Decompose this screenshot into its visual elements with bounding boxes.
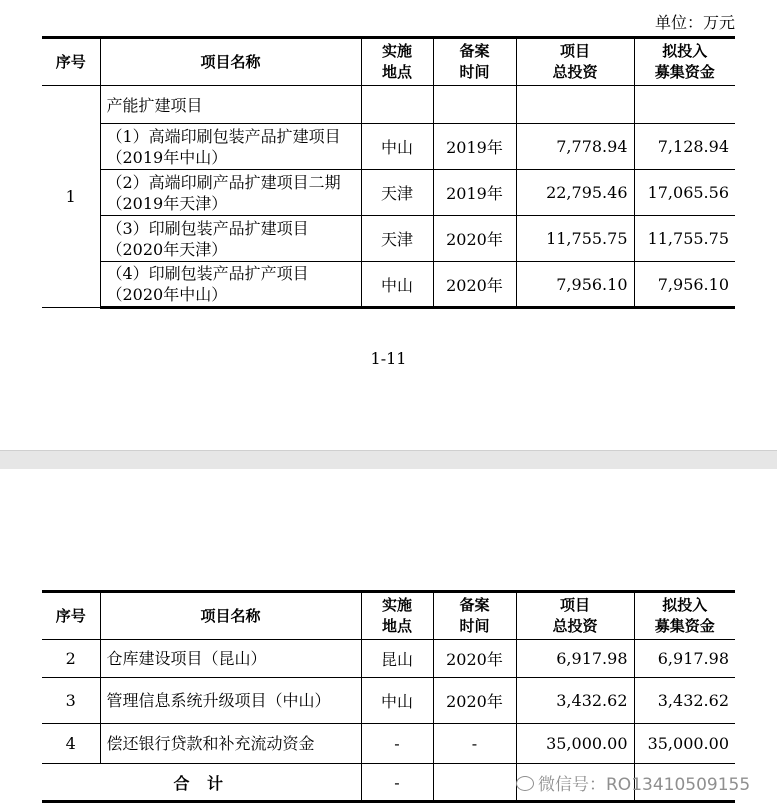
header-total-investment: 项目 总投资 xyxy=(516,38,634,86)
funds-cell: 7,956.10 xyxy=(634,262,735,308)
table-row xyxy=(42,724,735,764)
funds-cell: 11,755.75 xyxy=(634,216,735,262)
project-name: 偿还银行贷款和补充流动资金 xyxy=(100,724,361,764)
unit-label: 单位：万元 xyxy=(654,13,735,32)
wechat-icon xyxy=(516,776,534,791)
location-cell: 中山 xyxy=(361,678,433,724)
funds-cell: 7,128.94 xyxy=(634,124,735,170)
header-total-investment: 项目 总投资 xyxy=(516,592,634,640)
seq-cell: 4 xyxy=(42,724,100,764)
location-cell: 中山 xyxy=(361,124,433,170)
table-row xyxy=(42,678,735,724)
header-row xyxy=(42,38,735,86)
table-row xyxy=(42,170,735,216)
year-cell: 2020年 xyxy=(433,678,516,724)
investment-cell: 22,795.46 xyxy=(516,170,634,216)
investment-cell: 35,000.00 xyxy=(516,724,634,764)
year-cell: 2020年 xyxy=(433,262,516,308)
table-row xyxy=(42,262,735,308)
table-row xyxy=(42,216,735,262)
project-name: （4）印刷包装产品扩产项目（2020年中山） xyxy=(100,262,361,308)
location-cell: 天津 xyxy=(361,170,433,216)
header-location: 实施 地点 xyxy=(361,38,433,86)
page-number: 1-11 xyxy=(370,349,407,368)
header-name: 项目名称 xyxy=(100,592,361,640)
funds-cell: 35,000.00 xyxy=(634,724,735,764)
table-row xyxy=(42,640,735,678)
project-name: （3）印刷包装产品扩建项目（2020年天津） xyxy=(100,216,361,262)
location-cell: 天津 xyxy=(361,216,433,262)
project-name: （1）高端印刷包装产品扩建项目（2019年中山） xyxy=(100,124,361,170)
year-cell: 2019年 xyxy=(433,124,516,170)
header-planned-funds: 拟投入 募集资金 xyxy=(634,38,735,86)
year-cell: 2019年 xyxy=(433,170,516,216)
page-2 xyxy=(0,469,777,811)
project-name: （2）高端印刷产品扩建项目二期（2019年天津） xyxy=(100,170,361,216)
year-cell: 2020年 xyxy=(433,216,516,262)
header-record-time: 备案 时间 xyxy=(433,592,516,640)
total-label: 合 计 xyxy=(42,764,361,802)
page-separator xyxy=(0,450,777,470)
seq-cell: 2 xyxy=(42,640,100,678)
header-location: 实施 地点 xyxy=(361,592,433,640)
watermark-text: 微信号：RO13410509155 xyxy=(538,775,751,795)
group-title: 产能扩建项目 xyxy=(100,86,361,124)
investment-cell: 11,755.75 xyxy=(516,216,634,262)
header-planned-funds: 拟投入 募集资金 xyxy=(634,592,735,640)
header-seq: 序号 xyxy=(42,38,100,86)
funds-cell: 17,065.56 xyxy=(634,170,735,216)
funds-cell: 6,917.98 xyxy=(634,640,735,678)
table-row xyxy=(42,124,735,170)
project-name: 管理信息系统升级项目（中山） xyxy=(100,678,361,724)
header-name: 项目名称 xyxy=(100,38,361,86)
seq-cell: 1 xyxy=(42,86,100,308)
location-cell: - xyxy=(361,724,433,764)
header-row xyxy=(42,592,735,640)
investment-table-1 xyxy=(42,36,735,309)
location-cell: 昆山 xyxy=(361,640,433,678)
investment-cell: 6,917.98 xyxy=(516,640,634,678)
year-cell: - xyxy=(433,724,516,764)
seq-cell: 3 xyxy=(42,678,100,724)
funds-cell: 3,432.62 xyxy=(634,678,735,724)
project-name: 仓库建设项目（昆山） xyxy=(100,640,361,678)
header-record-time: 备案 时间 xyxy=(433,38,516,86)
year-cell: 2020年 xyxy=(433,640,516,678)
investment-cell: 7,956.10 xyxy=(516,262,634,308)
table-row xyxy=(42,86,735,124)
location-cell: - xyxy=(361,764,433,802)
header-seq: 序号 xyxy=(42,592,100,640)
investment-cell: 7,778.94 xyxy=(516,124,634,170)
location-cell: 中山 xyxy=(361,262,433,308)
watermark xyxy=(516,770,750,795)
investment-cell: 3,432.62 xyxy=(516,678,634,724)
